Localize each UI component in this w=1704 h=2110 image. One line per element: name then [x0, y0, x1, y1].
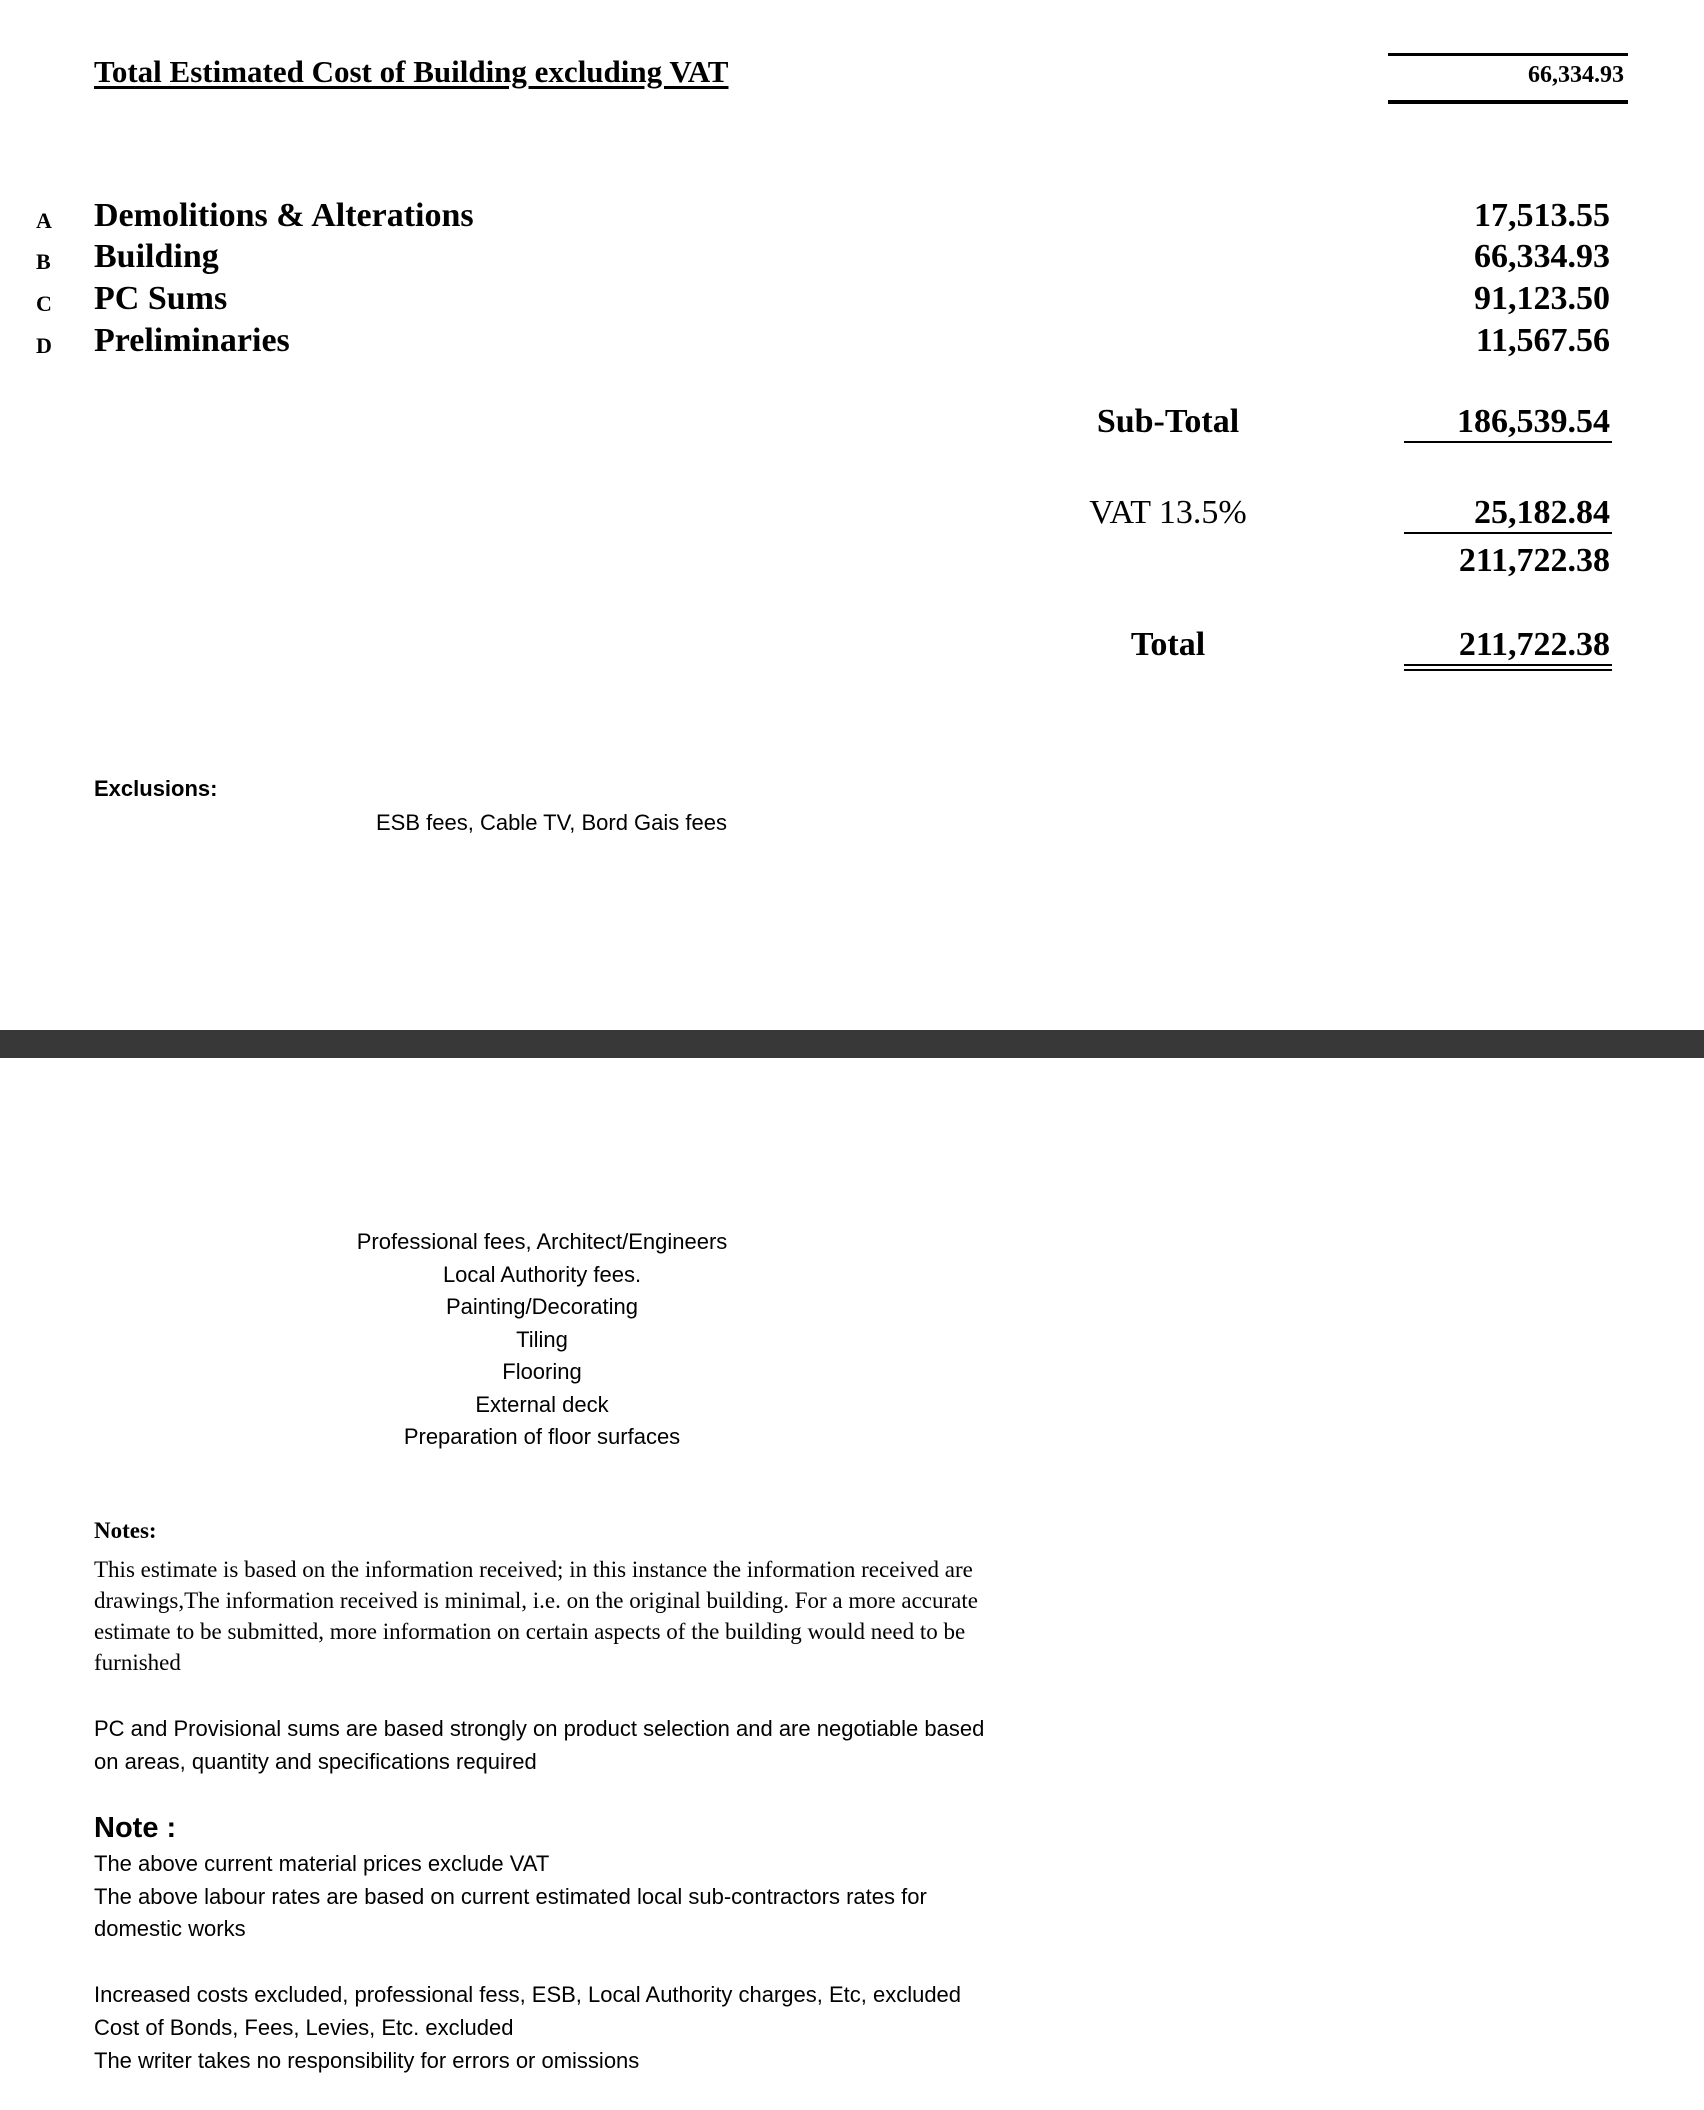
- list-item: Professional fees, Architect/Engineers: [356, 1229, 728, 1254]
- header-total-amount: 66,334.93: [1528, 62, 1624, 88]
- row-amount: 17,513.55: [1474, 197, 1610, 234]
- exclusions-first-item: ESB fees, Cable TV, Bord Gais fees: [376, 810, 727, 835]
- disclaimer-line: The writer takes no responsibility for errors or omissions: [94, 2048, 640, 2073]
- row-amount: 91,123.50: [1474, 280, 1610, 317]
- final-disclaimers: [94, 1978, 1094, 2077]
- total-double-rule: [1404, 664, 1612, 671]
- list-item: Preparation of floor surfaces: [403, 1424, 681, 1449]
- vat-label: VAT 13.5%: [1089, 494, 1247, 531]
- note-heading: Note :: [94, 1812, 177, 1844]
- subtotal-label: Sub-Total: [1096, 403, 1240, 440]
- list-item: Flooring: [502, 1359, 582, 1384]
- row-letter: B: [36, 249, 51, 274]
- notes-paragraph: This estimate is based on the information received; in this instance the information received are drawings,The information received is minimal, i.e. on the original building. For a more accurate estimate to be submitted, more information on certain aspects of the building would need to be furnished: [94, 1557, 978, 1675]
- list-item: Tiling: [516, 1326, 568, 1352]
- row-label: Building: [94, 238, 219, 275]
- note-line: domestic works: [94, 1916, 246, 1941]
- subtotal-rule: [1404, 441, 1612, 443]
- total-label: Total: [1130, 626, 1206, 663]
- note-line: The above labour rates are based on current estimated local sub-contractors rates for: [94, 1883, 927, 1909]
- document-title: Total Estimated Cost of Building excluding VAT: [94, 54, 729, 89]
- note-lines: [94, 1848, 1094, 1946]
- row-letter: C: [36, 291, 52, 316]
- page-divider: [0, 1030, 1704, 1058]
- list-item: Local Authority fees.: [442, 1261, 642, 1287]
- disclaimer-line: Cost of Bonds, Fees, Levies, Etc. excluded: [94, 2015, 514, 2040]
- subtotal-amount: 186,539.54: [1457, 403, 1610, 440]
- exclusions-list: [340, 1226, 744, 1454]
- row-label: PC Sums: [94, 280, 228, 317]
- total-amount: 211,722.38: [1458, 626, 1610, 663]
- list-item: Painting/Decorating: [445, 1294, 638, 1319]
- row-label: Preliminaries: [94, 322, 290, 359]
- gross-amount: 211,722.38: [1458, 542, 1610, 579]
- disclaimer-line: Increased costs excluded, professional fess, ESB, Local Authority charges, Etc, excluded: [94, 1982, 962, 2007]
- pc-sums-note: PC and Provisional sums are based strongly on product selection and are negotiable based on areas, quantity and specifications required: [94, 1716, 985, 1774]
- notes-heading: Notes:: [94, 1518, 157, 1543]
- note-line: The above current material prices exclude VAT: [94, 1851, 550, 1876]
- row-label: Demolitions & Alterations: [94, 197, 474, 234]
- vat-amount: 25,182.84: [1474, 494, 1610, 531]
- row-amount: 66,334.93: [1474, 238, 1610, 275]
- row-letter: A: [36, 208, 52, 233]
- list-item: External deck: [475, 1391, 609, 1417]
- row-amount: 11,567.56: [1475, 322, 1610, 359]
- vat-rule: [1404, 532, 1612, 534]
- row-letter: D: [36, 333, 52, 358]
- exclusions-label: Exclusions:: [94, 776, 218, 801]
